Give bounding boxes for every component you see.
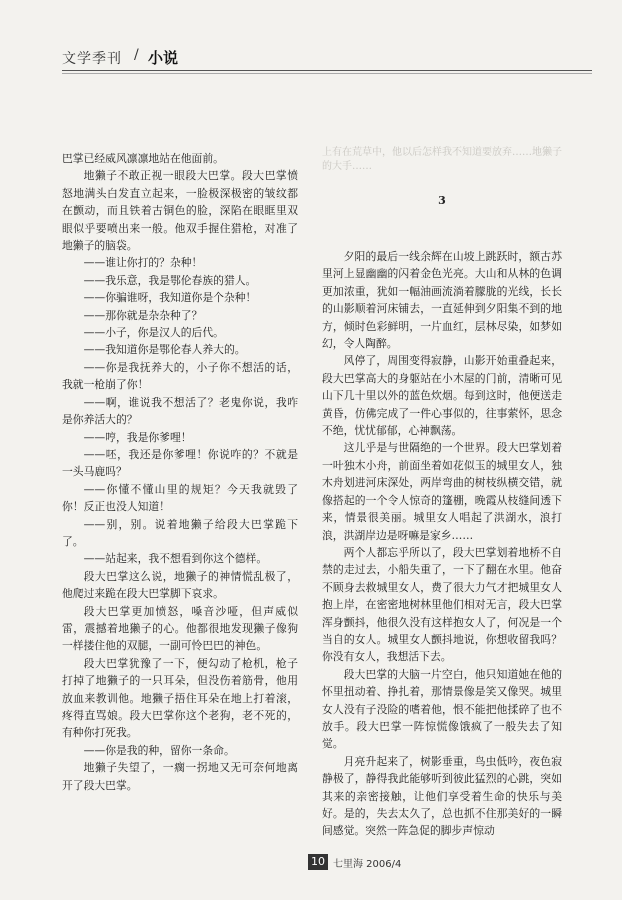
- page-header: [62, 40, 582, 80]
- left-paragraph: ——你懂不懂山里的规矩？今天我就毁了你！反正也没人知道！: [62, 482, 298, 514]
- section-number: 3: [438, 194, 446, 207]
- right-paragraph: 夕阳的最后一线余辉在山坡上跳跃时，额古苏里河上显幽幽的闪着金色光亮。大山和从林的色调更加浓重，犹如一幅油画流淌着朦胧的光线，长长的山影顺着河床铺去，一直延伸到夕阳集不到的地方，倾时色彩鲜明，一片血红，层林尽染，如梦如幻，令人陶醉。: [322, 250, 562, 351]
- header-rule-thin: [62, 73, 592, 74]
- left-paragraph: 段大巴掌犹豫了一下，便勾动了枪机，枪子打掉了地獭子的一只耳朵，但没伤着筋骨，他用放血来教训他。地獭子捂住耳朵在地上打着滚，疼得直骂娘。段大巴掌你这个老狗，老不死的，有种你打死我。: [62, 656, 298, 740]
- bleed-through-text: 上有在荒草中，他以后怎样我不知道要放弃……地獭子的大手……: [322, 147, 562, 172]
- left-paragraph: ——那你就是杂杂种了？: [83, 308, 203, 322]
- left-paragraph: ——谁让你打的？杂种！: [83, 256, 203, 270]
- left-paragraph: 段大巴掌这么说，地獭子的神情慌乱极了，他爬过来跪在段大巴掌脚下哀求。: [62, 569, 298, 601]
- left-paragraph: ——你骗谁呀，我知道你是个杂种！: [83, 291, 257, 305]
- left-column: [62, 150, 298, 794]
- left-paragraph: ——哼，我是你爹哩！: [83, 430, 192, 444]
- left-paragraph: ——别，别。说着地獭子给段大巴掌跪下了。: [62, 517, 298, 548]
- left-paragraph: ——你是我的种，留你一条命。: [83, 743, 235, 757]
- right-paragraph: 月亮升起来了，树影垂重，鸟虫低吟，夜色寂静极了，静得我此能够听到彼此猛烈的心跳，突如其来的亲密接触，让他们享受着生命的快乐与美好。是的，失去太久了，总也抓不住那美好的一瞬间感觉。突然一阵急促的脚步声惊动: [322, 754, 562, 838]
- left-paragraph: 段大巴掌更加愤怒，嗓音沙哑，但声威似雷，震撼着地獭子的心。他都很地发现獭子像狗一样搂住他的双腿，一副可怜巴巴的神色。: [62, 604, 298, 653]
- section-name: 小说: [148, 49, 179, 67]
- right-paragraph: 风停了，周围变得寂静，山影开始重叠起来，段大巴掌高大的身躯站在小木屋的门前，清晰可见山下几十里以外的蓝色炊烟。每到这时，他便送走黄昏，仿佛完成了一件心事似的，往事萦怀，思念不绝，忧忧郁郁，心神飘荡。: [322, 354, 562, 438]
- journal-name: 文学季刊: [62, 51, 122, 67]
- left-paragraph: ——啊，谁说我不想活了？老鬼你说，我咋是你养活大的？: [62, 395, 298, 427]
- left-paragraph: ——小子，你是汉人的后代。: [83, 326, 224, 340]
- left-paragraph: 巴掌已经威风凛凛地站在他面前。: [62, 152, 224, 165]
- left-paragraph: ——呸，我还是你爹哩！你说咋的？不就是一头马鹿吗？: [62, 447, 298, 479]
- header-separator: /: [134, 47, 139, 63]
- page-number: 10: [308, 854, 328, 870]
- header-rule: [62, 70, 592, 71]
- left-paragraph: ——你是我抚养大的，小子你不想活的话，我就一枪崩了你！: [62, 360, 298, 392]
- left-paragraph: ——我知道你是鄂伦春人养大的。: [83, 343, 246, 357]
- right-column: [322, 248, 562, 840]
- right-paragraph: 段大巴掌的大脑一片空白，他只知道她在他的怀里扭动着、挣扎着，那情景像是笑又像哭。城里女人没有子没险的嗜着他，恨不能把他揉碎了也不放手。段大巴掌一阵惊慌像饿疯了一般失去了知觉。: [322, 667, 562, 751]
- left-paragraph: ——站起来，我不想看到你这个德样。: [83, 552, 268, 566]
- left-paragraph: 地獭子不敢正视一眼段大巴掌。段大巴掌愤怒地满头白发直立起来，一脸极深极密的皱纹都在颤动，而且铁着古铜色的脸，深陷在眼眶里双眼似乎要喷出来一般。他双手握住猎枪，对准了地獭子的脑袋。: [62, 169, 298, 253]
- right-paragraph: 两个人都忘乎所以了，段大巴掌划着地桥不自禁的走过去，小船失重了，一下了翻在水里。他奋不顾身去救城里女人，费了很大力气才把城里女人抱上岸，在密密地树林里他们相对无言，段大巴掌浑身颤抖，他很久没有这样抱女人了，何况是一个当自的女人。城里女人颤抖地说，你想收留我吗？你没有女人，我想活下去。: [322, 545, 562, 664]
- left-paragraph: 地獭子失望了，一瘸一拐地又无可奈何地离开了段大巴掌。: [62, 761, 298, 792]
- left-paragraph: ——我乐意，我是鄂伦春族的猎人。: [83, 273, 257, 287]
- page-footer: [0, 850, 622, 880]
- right-paragraph: 这儿乎是与世隔绝的一个世界。段大巴掌划着一叶独木小舟，前面坐着如花似玉的城里女人，独木舟划进河床深处，两岸弯曲的树枝纵横交错，就像搭起的一个令人惊奇的篷棚，晚霞从枝缝间透下来，情景很美丽。城里女人唱起了洪湖水，浪打浪，洪湖岸边是呀嘛是家乡……: [322, 441, 562, 542]
- magazine-issue: 七里海 2006/4: [333, 859, 402, 870]
